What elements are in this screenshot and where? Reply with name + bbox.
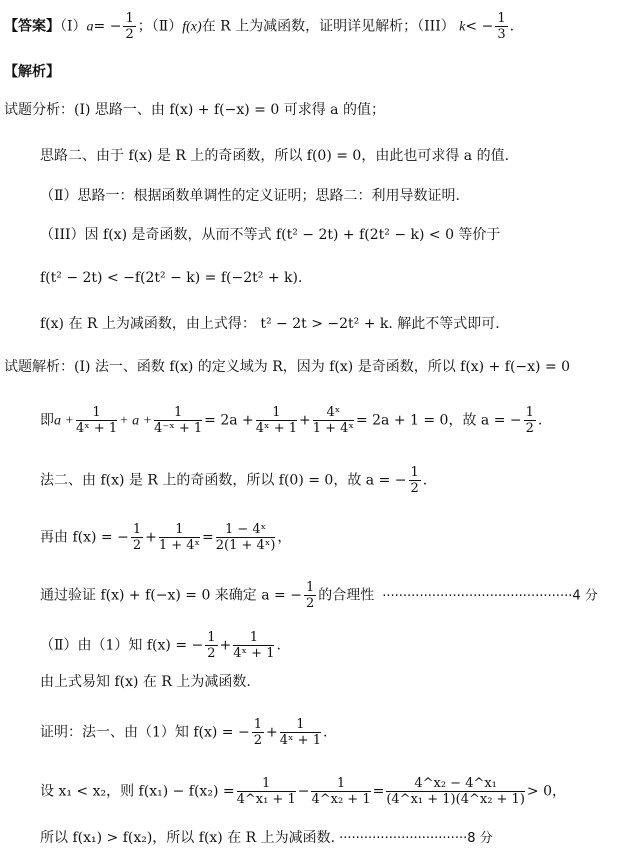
overview-line-1: 试题分析：(I) 思路一、由 f(x) + f(−x) = 0 可求得 a 的值； [4,102,385,118]
text: + [219,637,232,654]
score-label: 4 分 [572,588,598,604]
text: a + [54,413,74,429]
fx-expr: f(x) [182,19,202,35]
var-k: k [459,19,466,35]
text: 所以 f(x₁) > f(x₂)，所以 f(x) 在 R 上为减函数. [40,830,336,846]
period: . [509,18,515,35]
text: . [422,472,428,489]
answer-line [4,11,514,42]
fraction: $\frac{1}{2}$ [253,717,263,748]
fraction: $\frac{1}{\text{4\textasciicircum{}x₁ + 1}}$ [236,776,296,807]
dot-leader: ······························· [339,831,468,846]
text: 的合理性 [318,587,375,604]
solution-line-2 [40,405,542,436]
fraction: $\frac{1}{2}$ [132,522,142,553]
overview-line-6: f(x) 在 R 上为减函数，由上式得： t² − 2t > −2t² + k. 解此不等式即可. [40,316,500,332]
fraction: $\frac{1}{2}$ [410,465,419,496]
solution-line-10 [40,828,493,849]
text: = 2a + [204,412,254,429]
text: 证明：法一、由（1）知 f(x) = − [40,724,250,741]
text: 法二、由 f(x) 是 R 上的奇函数，所以 f(0) = 0，故 a = − [40,472,407,489]
text: + a + [119,413,153,429]
fraction: $\frac{1}{2}$ [305,580,315,611]
text: . [537,412,543,429]
analysis-label-text: 【解析】 [4,64,60,80]
fraction: $\frac{1}{2}$ [525,405,534,436]
text: = [202,529,214,546]
fraction: $\frac{\text{4\textasciicircum{}x₂ − 4\textasciicircum{}x₁}}{\text{(4\textasciicircum{}x₁ + 1)(4\textasciicircum{}x₂ + 1)}}$ [386,776,525,807]
text: 即 [40,412,54,429]
fraction: $\frac{1}{2}$ [125,11,134,42]
text: 设 x₁ < x₂，则 f(x₁) − f(x₂) = [40,783,235,800]
dot-leader: ·············································· [382,588,573,604]
solution-line-3 [40,465,427,496]
part-one-marker: （I） [60,18,87,35]
eq-sign: = − [93,18,122,35]
var-a: a [86,19,94,35]
answer-text: 在 R 上为减函数，证明详见解析；（III） [201,18,455,35]
text: （Ⅱ）由（1）知 f(x) = − [40,637,204,654]
answer-label: 【答案】 [4,18,60,35]
fraction: $\frac{1}{\text{4\textasciicircum{}x₂ + 1}}$ [311,776,371,807]
fraction: $\frac{1}{\text{4⁻ˣ + 1}}$ [154,405,203,436]
text: + [145,529,157,546]
text: > 0， [526,783,566,800]
fraction: $\frac{1}{\text{4ˣ + 1}}$ [233,630,275,661]
overview-line-3: （Ⅱ）思路一：根据函数单调性的定义证明；思路二：利用导数证明. [40,188,460,204]
overview-line-2: 思路二、由于 f(x) 是 R 上的奇函数，所以 f(0) = 0，由此也可求得 a 的值. [40,148,510,164]
fraction: $\frac{1}{\text{4ˣ + 1}}$ [279,717,321,748]
text: = [372,783,385,800]
text: . [276,637,281,654]
ineq-sign: < − [465,18,494,35]
solution-line-4 [40,522,291,553]
fraction: $\frac{1}{\text{4ˣ + 1}}$ [75,405,118,436]
fraction: $\frac{1}{\text{4ˣ + 1}}$ [255,405,297,436]
text: + [266,724,278,741]
fraction: $\frac{1}{2}$ [207,630,216,661]
solution-line-6 [40,630,281,661]
separator: ；（Ⅱ） [137,18,183,35]
overview-line-4: （III）因 f(x) 是奇函数，从而不等式 f(t² − 2t) + f(2t² − k) < 0 等价于 [40,227,501,243]
text: + [299,412,311,429]
text: − [297,783,310,800]
text: 通过验证 f(x) + f(−x) = 0 来确定 a = − [40,587,302,604]
solution-line-5 [40,580,598,611]
text: 再由 f(x) = − [40,529,129,546]
text: ， [277,529,292,546]
fraction: $\frac{1}{3}$ [497,11,506,42]
fraction: $\frac{\text{1 − 4ˣ}}{\text{2(1 + 4ˣ)}}$ [215,522,276,553]
fraction: $\frac{1}{\text{1 + 4ˣ}}$ [158,522,201,553]
overview-line-5: f(t² − 2t) < −f(2t² − k) = f(−2t² + k). [40,270,303,286]
text: . [322,724,328,741]
fraction: $\frac{\text{4ˣ}}{\text{1 + 4ˣ}}$ [312,405,354,436]
solution-line-1: 试题解析：(I) 法一、函数 f(x) 的定义域为 R，因为 f(x) 是奇函数，所以 f(x) + f(−x) = 0 [4,359,571,375]
solution-line-8 [40,717,327,748]
text: = 2a + 1 = 0，故 a = − [355,412,522,429]
score-label: 8 分 [467,831,493,846]
analysis-label [4,62,60,82]
solution-line-9 [40,776,566,807]
solution-line-7: 由上式易知 f(x) 在 R 上为减函数. [40,674,251,690]
